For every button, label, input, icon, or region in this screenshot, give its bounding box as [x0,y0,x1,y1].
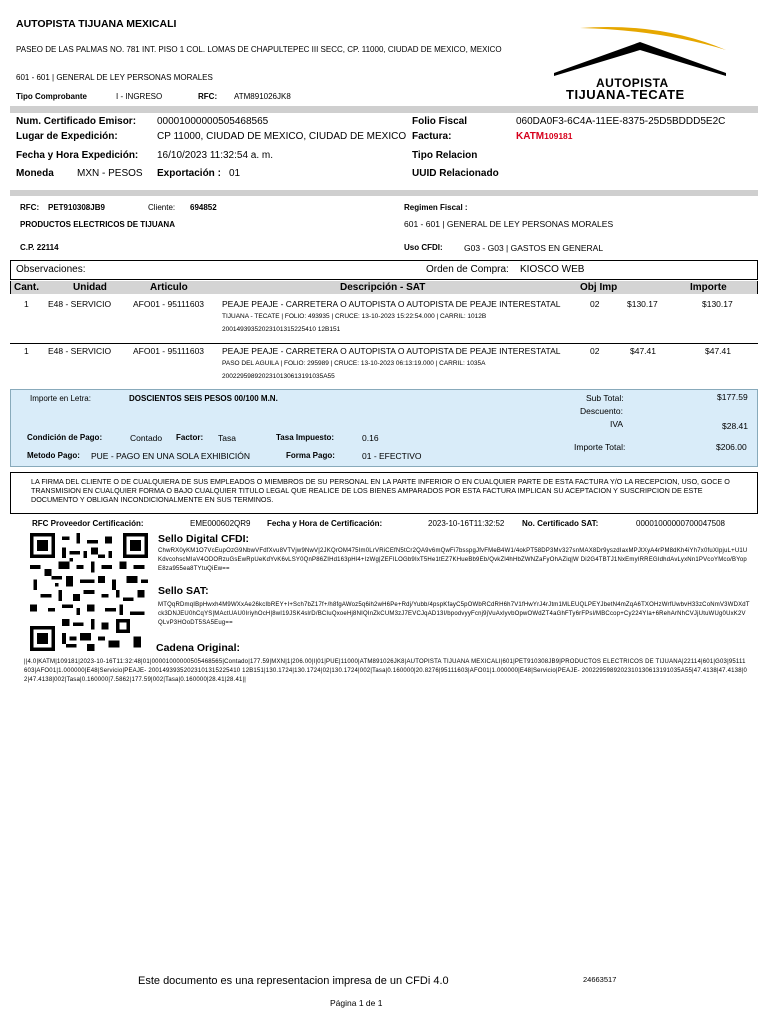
cert-divider [10,190,758,196]
no-cert-sat-label: No. Certificado SAT: [522,519,599,528]
forma-pago: 01 - EFECTIVO [362,451,422,461]
uso-cfdi: G03 - G03 | GASTOS EN GENERAL [464,243,604,253]
row-detail1: PASO DEL AGUILA | FOLIO: 295989 | CRUCE: 13-10-2023 06:13:19.000 | CARRIL: 1035A [222,360,486,367]
issuer-rfc-label: RFC: [198,92,218,101]
footer-representation: Este documento es una representacion impresa de un CFDi 4.0 [138,975,449,987]
moneda-label: Moneda [16,168,54,179]
lugar: CP 11000, CIUDAD DE MEXICO, CIUDAD DE MEXICO [157,131,407,142]
iva: $28.41 [722,421,748,431]
col-descripcion: Descripción - SAT [340,282,426,293]
uuid-relacionado-label: UUID Relacionado [412,168,499,179]
row-articulo: AFO01 - 95111603 [133,346,205,356]
row-desc: PEAJE PEAJE - CARRETERA O AUTOPISTA O AUTOPISTA DE PEAJE INTERESTATAL [222,299,561,309]
condicion-pago-label: Condición de Pago: [27,433,103,442]
row-precio: $130.17 [627,299,658,309]
exportacion-label: Exportación : [157,168,221,179]
importe-letra-label: Importe en Letra: [30,394,91,403]
subtotal: $177.59 [717,392,748,402]
footer-code: 24663517 [583,975,617,984]
iva-label: IVA [610,419,624,429]
header-divider [10,106,758,113]
table-row [0,346,768,386]
lugar-label: Lugar de Expedición: [16,131,118,142]
col-cant: Cant. [14,282,39,293]
factura-number [516,131,573,142]
issuer-rfc: ATM891026JK8 [234,92,291,101]
table-row [0,299,768,339]
row-detail2: 20014939352023101315225410 12B151 [222,326,341,333]
cadena-original-label: Cadena Original: [156,642,241,654]
folio-label: Folio Fiscal [412,116,468,127]
importe-total-label: Importe Total: [574,442,626,452]
exportacion: 01 [229,168,241,179]
col-obj-imp: Obj Imp [580,282,618,293]
fecha: 16/10/2023 11:32:54 a. m. [157,150,274,161]
row-cant: 1 [24,299,29,309]
row-importe: $130.17 [702,299,733,309]
observaciones-label: Observaciones: [16,264,86,275]
moneda: MXN - PESOS [77,168,143,179]
uso-cfdi-label: Uso CFDI: [404,243,443,252]
sello-sat-label: Sello SAT: [158,585,209,597]
num-cert-label: Num. Certificado Emisor: [16,116,137,127]
receiver-rfc: PET910308JB9 [48,203,105,212]
factura-prefix: KATM [516,131,545,142]
qr-code [30,533,148,651]
row-precio: $47.41 [630,346,656,356]
logo-line1: AUTOPISTA [596,76,669,90]
tasa-impuesto: 0.16 [362,433,379,443]
row-unidad: E48 - SERVICIO [48,299,112,309]
row-divider [10,343,758,344]
row-cant: 1 [24,346,29,356]
descuento-label: Descuento: [580,406,623,416]
issuer-name: AUTOPISTA TIJUANA MEXICALI [16,18,177,30]
factor: Tasa [218,433,236,443]
row-obj: 02 [590,299,600,309]
regimen-label: Regimen Fiscal : [404,203,468,212]
tasa-impuesto-label: Tasa Impuesto: [276,433,335,442]
row-detail2: 2002295989202310130613191035A55 [222,373,335,380]
cadena-original: ||4.0|KATM|109181|2023-10-16T11:32:48|01|00001000000505468565|Contado|177.59|MXN|1|206.00|I|01|PUE|11000|ATM891026JK8|AUTOPISTA TIJUANA MEXICALI|601|PET910308JB9|PRODUCTOS ELECTRICOS DE TIJUANA|22114|601|G03|95111603|AFO01|1.000000|E48|Servicio|PEAJE- 20014939352023101315225410 12B151|130.1724|130.1724|02|130.1724|002|Tasa|0.160000|20.8276|95111603|AFO01|1.000000|E48|Servicio|PEAJE- 2002295989202310130613191035A55|47.4138|47.4138|02|47.4138|002|Tasa|0.160000|7.5862|177.59|002|Tasa|0.160000|28.41|28.41|| [24,659,748,683]
issuer-regime: 601 - 601 | GENERAL DE LEY PERSONAS MORALES [16,73,213,82]
sello-cfdi-label: Sello Digital CFDI: [158,533,250,545]
receiver-cp: C.P. 22114 [20,243,59,252]
row-importe: $47.41 [705,346,731,356]
observaciones-box [10,260,758,280]
company-logo [550,18,730,100]
sello-cfdi: ChwRX0yKM1O7VcEupOzG9NbwVFdfXvu8VTVjw9NwV|2JKQrOM475Im0LrVRiCEfN5tCr2QA9v6mQwFi7bsspgJfvFMeB4W1/4okPT58DP3Mv327snMAX8Dr9yszdIaxMPJtXyA4rPM8dKh4iYh7x0fuXIpjuL+U1UKdvcohscMIaV4ODORzuGsEwRpUeKdYvK6vLSY0QnP86ZIHd163pHl4+IzWg|ZEFILOGb9IxT5He1tEZ7KHueBb9Eb/QvkZl4hHbZWNZaFyOhAZiq|W Di2G4TBTJ1NxEmyIRREGIdhdAvLyxNn1PVcoYMco/BYopE8za955ea8TYtuQiEw== [158,548,748,572]
cliente: 694852 [190,203,217,212]
col-articulo: Articulo [150,282,188,293]
orden-compra-label: Orden de Compra: [426,264,509,275]
no-cert-sat: 00001000000700047508 [636,519,725,528]
logo-line2: TIJUANA-TECATE [566,87,685,102]
row-desc: PEAJE PEAJE - CARRETERA O AUTOPISTA O AUTOPISTA DE PEAJE INTERESTATAL [222,346,561,356]
legal-notice: LA FIRMA DEL CLIENTE O DE CUALQUIERA DE SUS EMPLEADOS O MIEMBROS DE SU PERSONAL EN LA PARTE INFERIOR O EN CUALQUIER PARTE DE ESTA FACTURA Y/O LA RECEPCION, USO, GOCE O TRANSMISION EN CUALQUIER FORMA O BAJO CUALQUIER TITULO LEGAL QUE REALICE DE LOS BIENES AMPARADOS POR ESTA FACTURA IMPLICAN SU ACEPTACION Y SUSCRIPCION DE ESTE DOCUMENTO Y OBLIGAN INCONDICIONALMENTE EN SUS TERMINOS. [10,472,758,514]
sello-sat: MTQqRDmqIBpHwxh4M9WXxAe26kcIbREY+I+Sch7bZ17f+/h8fgAWoz5q6ih2wH6Pe+Rdj/Yubb/4pspKfayC5pOWbRCdRH6h7V1fHwYrJ4rJtm1MLEUQLPEYJbetN4mZqA6TXOHzWrfUwbvH33zCoNmV3WDXdTck3DNJEU0hCqYS|MActUAU0IriyhOcH|8wI19JSK4slrD/BCIuQxoeHj8NIQInZkCUM3zJ7EVCJqAD13I/bpodvyyFcnj9jVuAxlyvbOpwOWdZT4aGhFTy6rFPsl/MBCcop+Cy224YIa+6RehArNhCVJjUtuWUg0UxK2VQLvP3HOoDT5SA5Eug== [158,602,750,626]
page-number: Página 1 de 1 [330,998,383,1008]
col-unidad: Unidad [73,282,107,293]
metodo-pago: PUE - PAGO EN UNA SOLA EXHIBICIÓN [91,451,251,461]
factor-label: Factor: [176,433,204,442]
row-obj: 02 [590,346,600,356]
regimen: 601 - 601 | GENERAL DE LEY PERSONAS MORALES [404,219,614,229]
tipo-relacion-label: Tipo Relacion [412,150,478,161]
importe-total: $206.00 [716,442,747,452]
receiver-name: PRODUCTOS ELECTRICOS DE TIJUANA [20,220,175,229]
fecha-cert-label: Fecha y Hora de Certificación: [267,519,383,528]
fecha-label: Fecha y Hora Expedición: [16,150,139,161]
forma-pago-label: Forma Pago: [286,451,335,460]
col-importe: Importe [690,282,727,293]
num-cert: 00001000000505468565 [157,116,269,127]
tipo-comprobante-label: Tipo Comprobante [16,92,87,101]
cliente-label: Cliente: [148,203,176,212]
rfc-proveedor-label: RFC Proveedor Certificación: [32,519,144,528]
factura-label: Factura: [412,131,452,142]
row-detail1: TIJUANA - TECATE | FOLIO: 493935 | CRUCE: 13-10-2023 15:22:54.000 | CARRIL: 1012B [222,313,487,320]
fecha-cert: 2023-10-16T11:32:52 [428,519,505,528]
folio: 060DA0F3-6C4A-11EE-8375-25D5BDDD5E2C [516,116,726,127]
row-articulo: AFO01 - 95111603 [133,299,205,309]
orden-compra: KIOSCO WEB [520,264,585,275]
condicion-pago: Contado [130,433,163,443]
receiver-rfc-label: RFC: [20,203,40,212]
factura-num: 109181 [544,131,573,141]
issuer-address: PASEO DE LAS PALMAS NO. 781 INT. PISO 1 COL. LOMAS DE CHAPULTEPEC III SECC, CP. 11000, CIUDAD DE MEXICO, MEXICO [16,45,502,54]
rfc-proveedor: EME000602QR9 [190,519,251,528]
subtotal-label: Sub Total: [586,393,624,403]
metodo-pago-label: Metodo Pago: [27,451,80,460]
row-unidad: E48 - SERVICIO [48,346,112,356]
importe-letra: DOSCIENTOS SEIS PESOS 00/100 M.N. [129,394,278,403]
tipo-comprobante: I - INGRESO [116,92,163,101]
